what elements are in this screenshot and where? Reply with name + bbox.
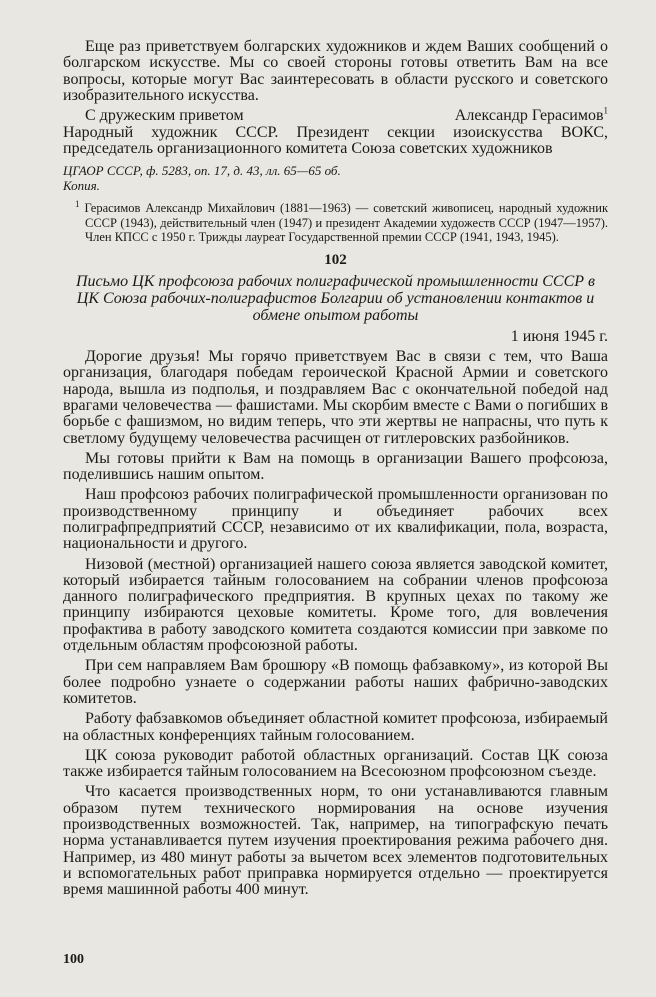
letter-paragraph: ЦК союза руководит работой областных организаций. Состав ЦК союза также избирается тайным голосованием на Всесоюзном профсоюзном съезде.	[63, 746, 608, 781]
letter-paragraph: При сем направляем Вам брошюру «В помощь фабзавкому», из которой Вы более подробно узнаете о содержании работы наших фабрично-заводских комитетов.	[63, 657, 608, 707]
copy-note: Копия.	[63, 178, 100, 194]
footnote	[63, 201, 608, 244]
footnote-mark: 1	[75, 199, 80, 210]
letter-paragraph: Что касается производственных норм, то они устанавливаются главным образом путем технического нормирования на основе изучения производственных возможностей. Так, например, на типографскую печать норма устанавливается путем изучения проектирования режима рабочего дня. Например, из 480 минут работы за вычетом всех элементов подготовительных и вспомогательных работ приправка нормируется отдельно — проектируется время машинной работы 400 минут.	[63, 783, 608, 899]
archive-reference: ЦГАОР СССР, ф. 5283, оп. 17, д. 43, лл. 65—65 об.	[63, 163, 341, 179]
footnote-ref: 1	[603, 105, 608, 116]
signature-row	[63, 105, 608, 125]
letter-paragraph: Работу фабзавкомов объединяет областной комитет профсоюза, избираемый на областных конференциях тайным голосованием.	[63, 710, 608, 744]
letter-paragraph: Дорогие друзья! Мы горячо приветствуем Вас в связи с тем, что Ваша организация, благодаря победам героической Красной Армии и советского народа, вышла из подполья, и поздравляем Вас с окончательной победой над врагами человечества — фашистами. Мы скорбим вместе с Вами о погибших в борьбе с фашизмом, но видим теперь, что эти жертвы не напрасны, что путь к светлому будущему человечества расчищен от гитлеровских разбойников.	[63, 348, 608, 447]
page-content	[63, 39, 608, 899]
signature-titles: Народный художник СССР. Президент секции изоискусства ВОКС, председатель организационного комитета Союза советских художников	[63, 123, 608, 157]
page-number: 100	[63, 952, 84, 967]
signature-name-block	[454, 105, 608, 125]
document-number: 102	[324, 252, 347, 269]
document-title: Письмо ЦК профсоюза рабочих полиграфической промышленности СССР в ЦК Союза рабочих-полиграфистов Болгарии об установлении контактов и обмене опытом работы	[75, 273, 595, 325]
footnote-text: Герасимов Александр Михайлович (1881—1963) — советский живописец, народный художник СССР (1943), действительный член (1947) и президент Академии художеств СССР (1947—1957). Член КПСС с 1950 г. Трижды лауреат Государственной премии СССР (1941, 1943, 1945).	[84, 201, 609, 244]
letter-paragraph: Наш профсоюз рабочих полиграфической промышленности организован по производственному принципу и объединяет рабочих всех полиграфпредприятий СССР, независимо от их квалификации, пола, возраста, национальности и другого.	[63, 486, 608, 553]
signature-name: Александр Герасимов	[454, 107, 604, 125]
closing-paragraph: Еще раз приветствуем болгарских художников и ждем Ваших сообщений о болгарском искусстве. Мы со своей стороны готовы ответить Вам на все вопросы, которые могут Вас заинтересовать в области русского и советского изобразительного искусства.	[63, 38, 608, 104]
letter-paragraph: Низовой (местной) организацией нашего союза является заводской комитет, который избирается тайным голосованием на собрании членов профсоюза данного полиграфического предприятия. В крупных цехах по такому же принципу избираются цеховые комитеты. Кроме того, для вовлечения профактива в работу заводского комитета создаются комиссии при завкоме по отдельным областям профсоюзной работы.	[63, 555, 608, 655]
letter-paragraph: Мы готовы прийти к Вам на помощь в организации Вашего профсоюза, поделившись нашим опытом.	[63, 449, 608, 484]
document-date: 1 июня 1945 г.	[510, 328, 608, 346]
signature-greeting: С дружеским приветом	[85, 107, 244, 125]
